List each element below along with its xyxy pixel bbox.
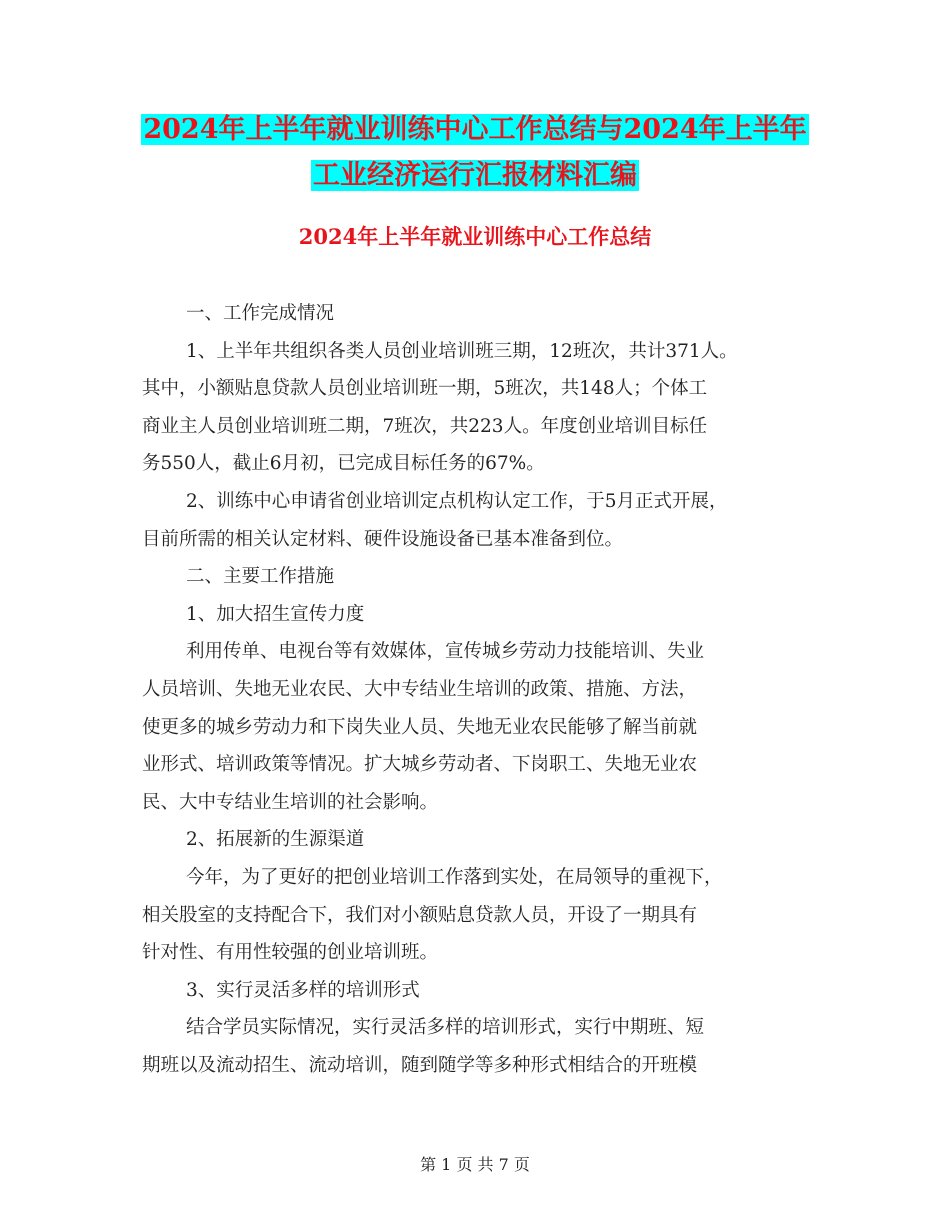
page-number-footer: 第 1 页 共 7 页 bbox=[420, 1155, 530, 1174]
paragraph-line: 1、上半年共组织各类人员创业培训班三期，12班次，共计371人。 bbox=[186, 340, 738, 362]
document-body bbox=[142, 295, 842, 1084]
heading-work-completion: 一、工作完成情况 bbox=[186, 303, 335, 324]
document-title-line-1 bbox=[0, 113, 950, 147]
paragraph-line: 人员培训、失地无业农民、大中专结业生培训的政策、措施、方法， bbox=[142, 678, 698, 700]
paragraph-line: 务550人，截止6月初，已完成目标任务的67%。 bbox=[142, 453, 545, 475]
subheading-new-channels: 2、拓展新的生源渠道 bbox=[186, 829, 365, 851]
paragraph-line: 业形式、培训政策等情况。扩大城乡劳动者、下岗职工、失地无业农 bbox=[142, 754, 698, 776]
paragraph-line: 民、大中专结业生培训的社会影响。 bbox=[142, 791, 439, 813]
paragraph-line: 利用传单、电视台等有效媒体，宣传城乡劳动力技能培训、失业 bbox=[186, 641, 705, 663]
paragraph-line: 目前所需的相关认定材料、硬件设施设备已基本准备到位。 bbox=[142, 528, 624, 550]
paragraph-line: 针对性、有用性较强的创业培训班。 bbox=[142, 942, 439, 964]
subheading-recruitment-promotion: 1、加大招生宣传力度 bbox=[186, 603, 365, 625]
subheading-flexible-forms: 3、实行灵活多样的培训形式 bbox=[186, 979, 420, 1001]
highlighted-title-text-2: 工业经济运行汇报材料汇编 bbox=[313, 160, 637, 191]
heading-main-measures: 二、主要工作措施 bbox=[186, 566, 335, 588]
paragraph-line: 商业主人员创业培训班二期，7班次，共223人。年度创业培训目标任 bbox=[142, 415, 708, 437]
paragraph-line: 今年，为了更好的把创业培训工作落到实处，在局领导的重视下， bbox=[186, 866, 723, 888]
paragraph-line: 相关股室的支持配合下，我们对小额贴息贷款人员，开设了一期具有 bbox=[142, 904, 698, 926]
paragraph-line: 2、训练中心申请省创业培训定点机构认定工作，于5月正式开展， bbox=[186, 490, 728, 512]
paragraph-line: 其中，小额贴息贷款人员创业培训班一期，5班次，共148人；个体工 bbox=[142, 378, 708, 400]
paragraph-line: 期班以及流动招生、流动培训，随到随学等多种形式相结合的开班模 bbox=[142, 1054, 698, 1076]
paragraph-line: 使更多的城乡劳动力和下岗失业人员、失地无业农民能够了解当前就 bbox=[142, 716, 698, 738]
paragraph-line: 结合学员实际情况，实行灵活多样的培训形式，实行中期班、短 bbox=[186, 1017, 705, 1039]
highlighted-title-text-1: 2024年上半年就业训练中心工作总结与2024年上半年 bbox=[143, 114, 807, 145]
document-title-line-2 bbox=[0, 159, 950, 193]
section-title: 2024年上半年就业训练中心工作总结 bbox=[298, 224, 652, 249]
